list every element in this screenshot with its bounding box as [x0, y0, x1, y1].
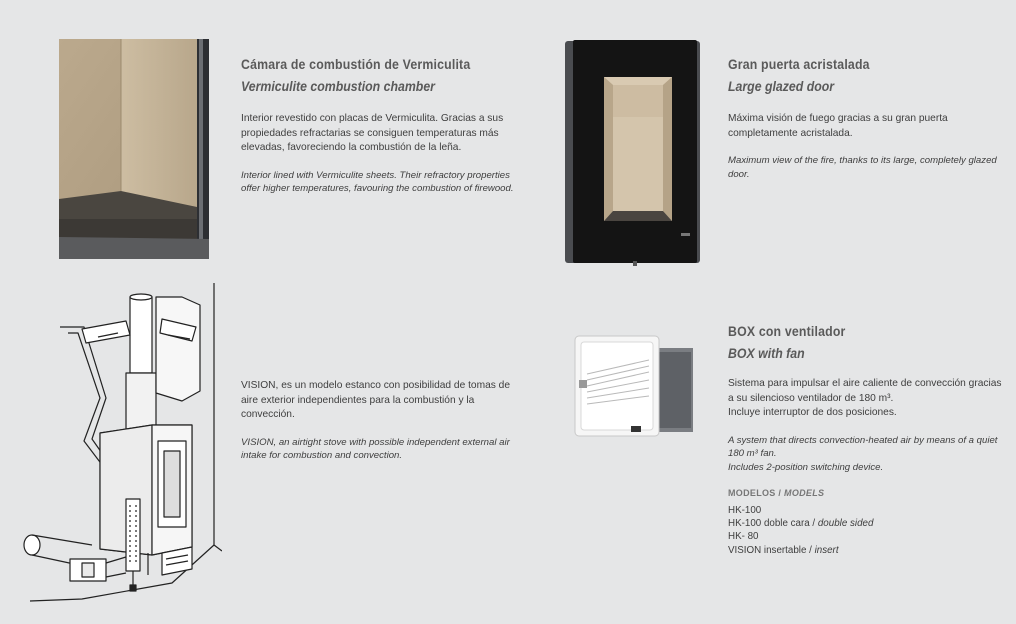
vermiculite-section [241, 56, 531, 196]
box-title-es: BOX con ventilador [728, 323, 846, 339]
model-item-es: HK-100 [728, 505, 762, 516]
door-text-es: Máxima visión de fuego gracias a su gran puerta completamente acristalada. [728, 113, 948, 139]
door-title-en: Large glazed door [728, 78, 835, 94]
vermiculite-title-en: Vermiculite combustion chamber [241, 78, 435, 94]
model-item-es: HK-100 doble cara / [728, 518, 818, 530]
model-item-en: insert [814, 544, 839, 556]
box-text-en-line-1: A system that directs convection-heated air by means of a quiet 180 m³ fan. [728, 434, 998, 459]
models-label-es: MODELOS / [728, 488, 785, 498]
vermiculite-text-en: Interior lined with Vermiculite sheets. Their refractory properties offer higher temperatures, favouring the combustion of firewood. [241, 169, 514, 194]
door-section [728, 56, 998, 181]
model-item [728, 517, 1003, 530]
box-section [728, 323, 1003, 557]
models-heading [728, 488, 1003, 498]
model-item-en: double sided [817, 518, 874, 530]
model-item-es: VISION insertable / [728, 544, 815, 556]
vermiculite-title-es: Cámara de combustión de Vermiculita [241, 56, 471, 72]
model-item [728, 530, 1003, 543]
box-fan-image [573, 334, 695, 440]
box-text-en [728, 434, 1003, 475]
models-label-en: MODELS [784, 488, 825, 498]
models-list [728, 504, 1003, 557]
box-text-en-line-2: Includes 2-position switching device. [728, 461, 884, 473]
model-item [728, 544, 1003, 557]
model-item [728, 504, 1003, 517]
box-text-es-line-1: Sistema para impulsar el aire caliente de convección gracias a su silencioso ventilador de 180 m³. [728, 378, 1002, 404]
vision-section [241, 379, 516, 463]
vision-installation-diagram [22, 283, 222, 603]
vision-text-en: VISION, an airtight stove with possible independent external air intake for combustion and convection. [241, 436, 510, 461]
box-text-es [728, 377, 1003, 421]
glazed-door-stove-image [563, 39, 702, 267]
vermiculite-text-es: Interior revestido con placas de Vermiculita. Gracias a sus propiedades refractarias se consiguen temperaturas más elevadas, favoreciendo la combustión de la leña. [241, 113, 504, 153]
model-item-es: HK- 80 [728, 531, 759, 543]
door-title-es: Gran puerta acristalada [728, 56, 870, 72]
door-text-en: Maximum view of the fire, thanks to its large, completely glazed door. [728, 155, 997, 180]
vermiculite-chamber-image [59, 39, 209, 259]
box-text-es-line-2: Incluye interruptor de dos posiciones. [728, 407, 897, 418]
vision-text-es: VISION, es un modelo estanco con posibilidad de tomas de aire exterior independientes para la combustión y la convección. [241, 380, 510, 420]
box-title-en: BOX with fan [728, 345, 805, 361]
